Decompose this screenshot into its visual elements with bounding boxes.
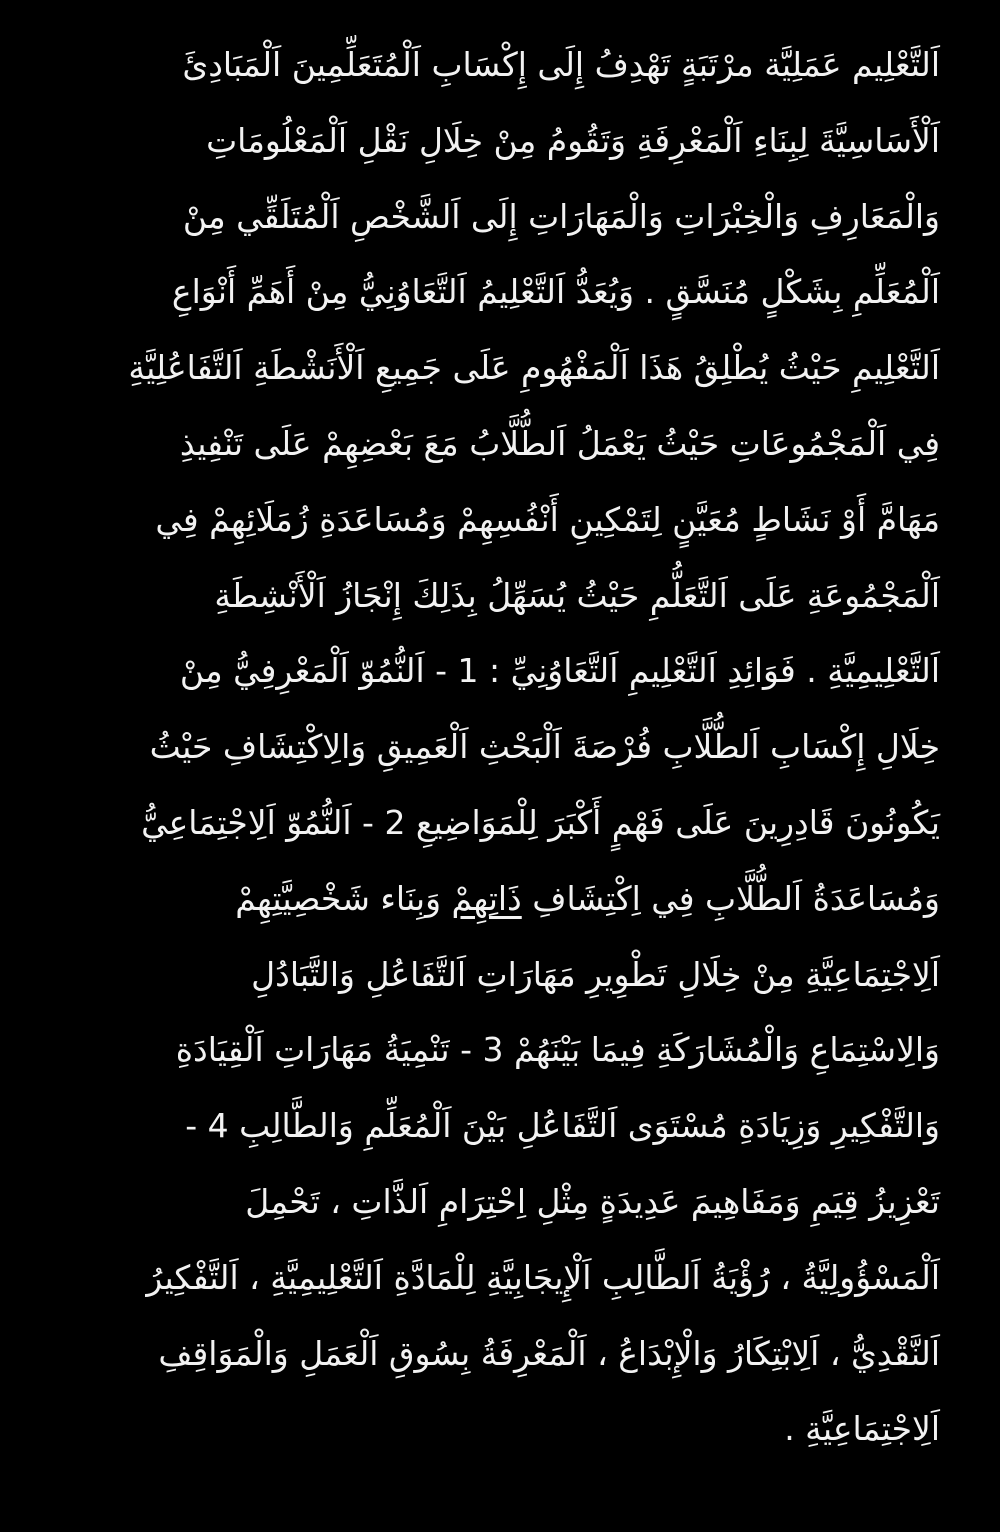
text-line: اَلتَّعْلِيمِ حَيْثُ يُطْلِقُ هَذَا اَلْمَفْهُومِ عَلَى جَمِيعِ اَلْأَنَشْطَةِ اَلتَّفَاعُلِيَّةِ	[128, 348, 940, 388]
text-line: اَلْمُعَلِّمِ بِشَكْلٍ مُنَسَّقٍ . وَيُعَدُّ اَلتَّعْلِيمُ اَلتَّعَاوُنِيُّ مِنْ أَهَمِّ أَنْوَاعِ	[171, 272, 940, 312]
text-line: اَلتَّعْلِيمِيَّةِ . فَوَائِدِ اَلتَّعْلِيمِ اَلتَّعَاوُنِيِّ : 1 - اَلنُّمُوّ اَلْمَعْرِفِيُّ مِنْ	[179, 651, 940, 691]
text-line: اَلِاجْتِمَاعِيَّةِ مِنْ خِلَالِ تَطْوِيرِ مَهَارَاتِ اَلتَّفَاعُلِ وَالتَّبَادُلِ	[251, 954, 940, 994]
text-line: اَلْمَجْمُوعَةِ عَلَى اَلتَّعَلُّمِ حَيْثُ يُسَهِّلُ بِذَلِكَ إِنْجَازُ اَلْأَنْشِطَةِ	[214, 575, 940, 615]
text-line: وَالتَّفْكِيرِ وَزِيَادَةِ مُسْتَوَى اَلتَّفَاعُلِ بَيْنَ اَلْمُعَلِّمِ وَالطَّالِبِ 4 -	[185, 1106, 940, 1146]
text-line: مَهَامَّ أَوْ نَشَاطٍ مُعَيَّنٍ لِتَمْكِينِ أَنْفُسِهِمْ وَمُسَاعَدَةِ زُمَلَائِهِمْ فِي	[155, 499, 940, 539]
article-text	[40, 27, 940, 1467]
text-line: وَالِاسْتِمَاعِ وَالْمُشَارَكَةِ فِيمَا بَيْنَهُمْ 3 - تَنْمِيَةُ مَهَارَاتِ اَلْقِيَادَةِ	[175, 1030, 940, 1070]
text-line: اَلنَّقْدِيُّ ، اَلِابْتِكَارُ وَالْإِبْدَاعُ ، اَلْمَعْرِفَةُ بِسُوقِ اَلْعَمَلِ وَالْمَوَاقِفِ	[158, 1333, 940, 1373]
text-line: اَلتَّعْلِيم عَمَلِيَّة مرْتَبَةٍ تَهْدِفُ إِلَى إِكْسَابِ اَلْمُتَعَلِّمِينَ اَلْمَبَادِئَ	[182, 45, 940, 84]
text-line: تَعْزِيزُ قِيَمِ وَمَفَاهِيمَ عَدِيدَةٍ مِثْلِ اِحْتِرَامِ اَلذَّاتِ ، تَحْمِلَ	[245, 1181, 940, 1221]
text-line: يَكُونُونَ قَادِرِينَ عَلَى فَهْمٍ أَكْبَرَ لِلْمَوَاضِيعِ 2 - اَلنُّمُوّ اَلِاجْتِمَاعِيُّ	[141, 802, 940, 842]
text-line: اَلِاجْتِمَاعِيَّةِ .	[784, 1409, 940, 1449]
text-segment: وَبِنَاء شَخْصِيَّتِهِمْ	[235, 878, 452, 918]
text-line: فِي اَلْمَجْمُوعَاتِ حَيْثُ يَعْمَلُ اَلطُّلَّابُ مَعَ بَعْضِهِمْ عَلَى تَنْفِيذِ	[179, 423, 940, 463]
text-line: وَالْمَعَارِفِ وَالْخِبْرَاتِ وَالْمَهَارَاتِ إِلَى اَلشَّخْصِ اَلْمُتَلَقِّي مِنْ	[182, 196, 940, 236]
text-line: اَلْأَسَاسِيَّةَ لِبِنَاءِ اَلْمَعْرِفَةِ وَتَقُومُ مِنْ خِلَالِ نَقْلِ اَلْمَعْلُومَاتِ	[206, 120, 940, 160]
text-segment: وَمُسَاعَدَةُ اَلطُّلَّابِ فِي اِكْتِشَافِ	[521, 878, 940, 918]
underlined-word: ذَاتِهِمْ	[451, 878, 522, 918]
text-line: خِلَالِ إِكْسَابِ اَلطُّلَّابِ فُرْصَةَ اَلْبَحْثِ اَلْعَمِيقِ وَالِاكْتِشَافِ حَيْثُ	[149, 727, 940, 767]
text-line: اَلْمَسْؤُولِيَّةُ ، رُؤْيَةُ اَلطَّالِبِ اَلْإِيجَابِيَّةِ لِلْمَادَّةِ اَلتَّعْلِيمِيَّةِ ، اَلتَّفْكِيرُ	[146, 1257, 940, 1297]
text-line-with-underline	[40, 861, 940, 937]
